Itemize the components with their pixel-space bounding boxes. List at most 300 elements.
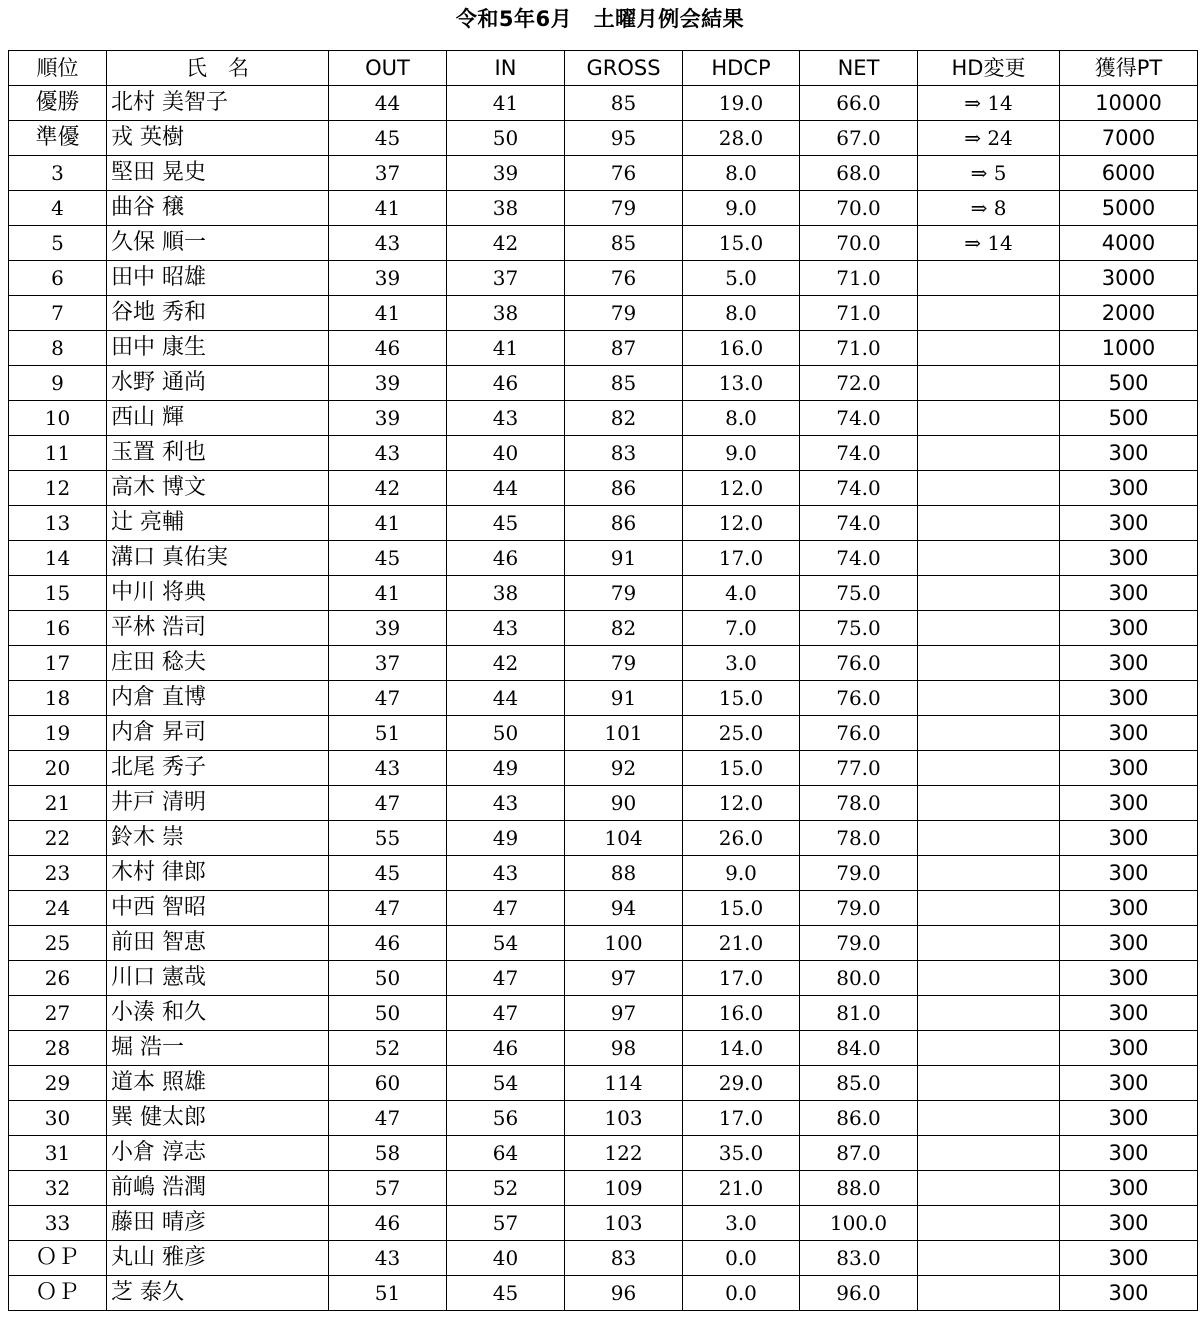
gross-cell: 114	[565, 1066, 683, 1101]
gross-cell: 85	[565, 86, 683, 121]
name-cell: 芝 泰久	[107, 1276, 329, 1311]
in-cell: 42	[447, 226, 565, 261]
in-cell: 52	[447, 1171, 565, 1206]
table-row	[9, 156, 1198, 191]
name-cell: 谷地 秀和	[107, 296, 329, 331]
points-cell: 300	[1060, 856, 1198, 891]
out-cell: 39	[329, 261, 447, 296]
gross-cell: 103	[565, 1206, 683, 1241]
in-cell: 46	[447, 1031, 565, 1066]
out-cell: 52	[329, 1031, 447, 1066]
points-cell: 300	[1060, 891, 1198, 926]
hdcp-cell: 16.0	[683, 996, 800, 1031]
out-cell: 57	[329, 1171, 447, 1206]
name-cell: 田中 昭雄	[107, 261, 329, 296]
net-cell: 81.0	[800, 996, 918, 1031]
out-cell: 45	[329, 121, 447, 156]
hd-change-cell	[918, 1241, 1060, 1276]
out-cell: 47	[329, 786, 447, 821]
out-cell: 41	[329, 576, 447, 611]
hdcp-cell: 21.0	[683, 1171, 800, 1206]
gross-cell: 88	[565, 856, 683, 891]
out-cell: 51	[329, 716, 447, 751]
net-cell: 78.0	[800, 786, 918, 821]
net-cell: 75.0	[800, 576, 918, 611]
in-cell: 44	[447, 681, 565, 716]
net-cell: 74.0	[800, 436, 918, 471]
in-cell: 45	[447, 506, 565, 541]
rank-cell: 31	[9, 1136, 107, 1171]
out-cell: 47	[329, 681, 447, 716]
in-cell: 47	[447, 891, 565, 926]
hdcp-cell: 9.0	[683, 856, 800, 891]
points-cell: 7000	[1060, 121, 1198, 156]
name-cell: 平林 浩司	[107, 611, 329, 646]
hdcp-cell: 28.0	[683, 121, 800, 156]
name-cell: 内倉 昇司	[107, 716, 329, 751]
points-cell: 3000	[1060, 261, 1198, 296]
table-row	[9, 226, 1198, 261]
points-cell: 300	[1060, 436, 1198, 471]
table-row	[9, 821, 1198, 856]
net-cell: 77.0	[800, 751, 918, 786]
points-cell: 300	[1060, 471, 1198, 506]
hd-change-cell	[918, 331, 1060, 366]
name-cell: 中川 将典	[107, 576, 329, 611]
hd-change-cell	[918, 681, 1060, 716]
points-cell: 300	[1060, 506, 1198, 541]
hdcp-header: HDCP	[683, 51, 800, 86]
rank-cell: 33	[9, 1206, 107, 1241]
hd-change-cell	[918, 786, 1060, 821]
table-row	[9, 1066, 1198, 1101]
points-cell: 300	[1060, 1171, 1198, 1206]
table-row	[9, 891, 1198, 926]
table-row	[9, 331, 1198, 366]
name-cell: 丸山 雅彦	[107, 1241, 329, 1276]
rank-cell: ＯＰ	[9, 1276, 107, 1311]
in-cell: 39	[447, 156, 565, 191]
table-row	[9, 856, 1198, 891]
gross-cell: 85	[565, 226, 683, 261]
points-cell: 10000	[1060, 86, 1198, 121]
table-row	[9, 961, 1198, 996]
hd-change-cell	[918, 471, 1060, 506]
net-cell: 86.0	[800, 1101, 918, 1136]
table-row	[9, 366, 1198, 401]
net-cell: 71.0	[800, 331, 918, 366]
hdcp-cell: 12.0	[683, 786, 800, 821]
out-cell: 46	[329, 1206, 447, 1241]
out-cell: 58	[329, 1136, 447, 1171]
rank-cell: 15	[9, 576, 107, 611]
out-cell: 41	[329, 506, 447, 541]
hdcp-cell: 19.0	[683, 86, 800, 121]
gross-cell: 79	[565, 646, 683, 681]
net-cell: 72.0	[800, 366, 918, 401]
out-cell: 55	[329, 821, 447, 856]
rank-cell: 29	[9, 1066, 107, 1101]
out-cell: 41	[329, 296, 447, 331]
in-header: IN	[447, 51, 565, 86]
hd-change-cell	[918, 576, 1060, 611]
in-cell: 41	[447, 86, 565, 121]
out-cell: 43	[329, 436, 447, 471]
rank-cell: 25	[9, 926, 107, 961]
hdcp-cell: 5.0	[683, 261, 800, 296]
table-header-row	[9, 51, 1198, 86]
hdcp-cell: 26.0	[683, 821, 800, 856]
hd-change-cell	[918, 506, 1060, 541]
net-cell: 76.0	[800, 681, 918, 716]
net-cell: 71.0	[800, 296, 918, 331]
hdcp-cell: 4.0	[683, 576, 800, 611]
hdcp-cell: 9.0	[683, 436, 800, 471]
points-cell: 300	[1060, 996, 1198, 1031]
in-cell: 38	[447, 296, 565, 331]
gross-header: GROSS	[565, 51, 683, 86]
points-cell: 1000	[1060, 331, 1198, 366]
out-cell: 46	[329, 331, 447, 366]
points-cell: 300	[1060, 611, 1198, 646]
gross-cell: 79	[565, 191, 683, 226]
rank-cell: 13	[9, 506, 107, 541]
name-cell: 戎 英樹	[107, 121, 329, 156]
name-cell: 辻 亮輔	[107, 506, 329, 541]
name-cell: 高木 博文	[107, 471, 329, 506]
in-cell: 43	[447, 611, 565, 646]
net-cell: 70.0	[800, 191, 918, 226]
name-cell: 内倉 直博	[107, 681, 329, 716]
hdcp-cell: 14.0	[683, 1031, 800, 1066]
gross-cell: 104	[565, 821, 683, 856]
hdcp-cell: 12.0	[683, 471, 800, 506]
in-cell: 54	[447, 926, 565, 961]
out-cell: 50	[329, 961, 447, 996]
net-cell: 66.0	[800, 86, 918, 121]
points-cell: 500	[1060, 401, 1198, 436]
table-row	[9, 261, 1198, 296]
rank-cell: 20	[9, 751, 107, 786]
rank-cell: 14	[9, 541, 107, 576]
hdcp-cell: 21.0	[683, 926, 800, 961]
table-row	[9, 681, 1198, 716]
hd-change-cell	[918, 1101, 1060, 1136]
points-cell: 300	[1060, 1066, 1198, 1101]
points-header: 獲得PT	[1060, 51, 1198, 86]
rank-cell: 11	[9, 436, 107, 471]
net-header: NET	[800, 51, 918, 86]
net-cell: 71.0	[800, 261, 918, 296]
table-row	[9, 121, 1198, 156]
hdcp-cell: 16.0	[683, 331, 800, 366]
points-cell: 500	[1060, 366, 1198, 401]
name-cell: 北尾 秀子	[107, 751, 329, 786]
hd-change-cell	[918, 541, 1060, 576]
hdcp-cell: 13.0	[683, 366, 800, 401]
in-cell: 50	[447, 121, 565, 156]
hd-change-cell	[918, 821, 1060, 856]
points-cell: 6000	[1060, 156, 1198, 191]
table-row	[9, 1206, 1198, 1241]
gross-cell: 95	[565, 121, 683, 156]
in-cell: 44	[447, 471, 565, 506]
in-cell: 50	[447, 716, 565, 751]
out-cell: 45	[329, 541, 447, 576]
rank-cell: 28	[9, 1031, 107, 1066]
net-cell: 79.0	[800, 856, 918, 891]
rank-cell: 32	[9, 1171, 107, 1206]
hd-change-cell	[918, 716, 1060, 751]
net-cell: 76.0	[800, 646, 918, 681]
in-cell: 46	[447, 541, 565, 576]
hdcp-cell: 15.0	[683, 681, 800, 716]
page-title: 令和5年6月 土曜月例会結果	[455, 7, 745, 31]
rank-cell: 10	[9, 401, 107, 436]
net-cell: 83.0	[800, 1241, 918, 1276]
rank-cell: 24	[9, 891, 107, 926]
table-row	[9, 506, 1198, 541]
gross-cell: 94	[565, 891, 683, 926]
net-cell: 76.0	[800, 716, 918, 751]
in-cell: 57	[447, 1206, 565, 1241]
gross-cell: 97	[565, 996, 683, 1031]
gross-cell: 76	[565, 261, 683, 296]
hd-change-cell	[918, 296, 1060, 331]
hd-change-cell: ⇒ 14	[918, 226, 1060, 261]
gross-cell: 109	[565, 1171, 683, 1206]
hd-change-cell	[918, 926, 1060, 961]
rank-cell: 6	[9, 261, 107, 296]
points-cell: 300	[1060, 1276, 1198, 1311]
name-cell: 田中 康生	[107, 331, 329, 366]
hdcp-cell: 15.0	[683, 891, 800, 926]
net-cell: 68.0	[800, 156, 918, 191]
rank-cell: 30	[9, 1101, 107, 1136]
hdcp-cell: 9.0	[683, 191, 800, 226]
net-cell: 74.0	[800, 541, 918, 576]
points-cell: 300	[1060, 961, 1198, 996]
rank-cell: 23	[9, 856, 107, 891]
table-row	[9, 541, 1198, 576]
in-cell: 42	[447, 646, 565, 681]
net-cell: 85.0	[800, 1066, 918, 1101]
out-cell: 43	[329, 751, 447, 786]
points-cell: 300	[1060, 681, 1198, 716]
gross-cell: 83	[565, 1241, 683, 1276]
out-cell: 44	[329, 86, 447, 121]
hdcp-cell: 29.0	[683, 1066, 800, 1101]
hd-change-cell	[918, 751, 1060, 786]
name-cell: 前田 智恵	[107, 926, 329, 961]
hd-change-cell	[918, 1136, 1060, 1171]
gross-cell: 86	[565, 471, 683, 506]
rank-cell: 22	[9, 821, 107, 856]
table-row	[9, 1171, 1198, 1206]
table-row	[9, 86, 1198, 121]
name-header: 氏 名	[107, 51, 329, 86]
in-cell: 38	[447, 576, 565, 611]
gross-cell: 79	[565, 576, 683, 611]
name-cell: 小倉 淳志	[107, 1136, 329, 1171]
out-cell: 51	[329, 1276, 447, 1311]
rank-cell: 18	[9, 681, 107, 716]
hd-change-cell	[918, 611, 1060, 646]
table-row	[9, 436, 1198, 471]
in-cell: 49	[447, 821, 565, 856]
table-row	[9, 471, 1198, 506]
hd-change-cell	[918, 1276, 1060, 1311]
net-cell: 74.0	[800, 401, 918, 436]
rank-cell: 優勝	[9, 86, 107, 121]
table-row	[9, 786, 1198, 821]
rank-cell: 26	[9, 961, 107, 996]
table-row	[9, 751, 1198, 786]
points-cell: 4000	[1060, 226, 1198, 261]
name-cell: 前嶋 浩潤	[107, 1171, 329, 1206]
in-cell: 43	[447, 786, 565, 821]
hdcp-cell: 15.0	[683, 751, 800, 786]
table-row	[9, 576, 1198, 611]
name-cell: 巽 健太郎	[107, 1101, 329, 1136]
table-row	[9, 1031, 1198, 1066]
hd-change-cell	[918, 891, 1060, 926]
gross-cell: 96	[565, 1276, 683, 1311]
gross-cell: 122	[565, 1136, 683, 1171]
in-cell: 37	[447, 261, 565, 296]
name-cell: 木村 律郎	[107, 856, 329, 891]
rank-cell: 19	[9, 716, 107, 751]
net-cell: 80.0	[800, 961, 918, 996]
net-cell: 70.0	[800, 226, 918, 261]
name-cell: 井戸 清明	[107, 786, 329, 821]
rank-cell: 5	[9, 226, 107, 261]
hd-change-cell	[918, 1031, 1060, 1066]
gross-cell: 98	[565, 1031, 683, 1066]
net-cell: 84.0	[800, 1031, 918, 1066]
net-cell: 78.0	[800, 821, 918, 856]
points-cell: 300	[1060, 576, 1198, 611]
gross-cell: 103	[565, 1101, 683, 1136]
net-cell: 79.0	[800, 926, 918, 961]
hd-change-header: HD変更	[918, 51, 1060, 86]
hd-change-cell	[918, 401, 1060, 436]
table-row	[9, 1101, 1198, 1136]
name-cell: 久保 順一	[107, 226, 329, 261]
gross-cell: 97	[565, 961, 683, 996]
name-cell: 中西 智昭	[107, 891, 329, 926]
hdcp-cell: 17.0	[683, 1101, 800, 1136]
hd-change-cell	[918, 996, 1060, 1031]
net-cell: 79.0	[800, 891, 918, 926]
in-cell: 64	[447, 1136, 565, 1171]
net-cell: 87.0	[800, 1136, 918, 1171]
out-cell: 60	[329, 1066, 447, 1101]
out-cell: 46	[329, 926, 447, 961]
rank-cell: 17	[9, 646, 107, 681]
table-row	[9, 191, 1198, 226]
table-row	[9, 401, 1198, 436]
name-cell: 庄田 稔夫	[107, 646, 329, 681]
name-cell: 川口 憲哉	[107, 961, 329, 996]
in-cell: 43	[447, 856, 565, 891]
in-cell: 45	[447, 1276, 565, 1311]
table-row	[9, 996, 1198, 1031]
out-cell: 42	[329, 471, 447, 506]
table-row	[9, 926, 1198, 961]
gross-cell: 82	[565, 611, 683, 646]
gross-cell: 86	[565, 506, 683, 541]
in-cell: 54	[447, 1066, 565, 1101]
rank-cell: 7	[9, 296, 107, 331]
points-cell: 300	[1060, 716, 1198, 751]
points-cell: 5000	[1060, 191, 1198, 226]
net-cell: 74.0	[800, 506, 918, 541]
out-cell: 45	[329, 856, 447, 891]
in-cell: 47	[447, 996, 565, 1031]
points-cell: 300	[1060, 1241, 1198, 1276]
hdcp-cell: 3.0	[683, 646, 800, 681]
hd-change-cell	[918, 366, 1060, 401]
hdcp-cell: 0.0	[683, 1276, 800, 1311]
net-cell: 96.0	[800, 1276, 918, 1311]
gross-cell: 91	[565, 541, 683, 576]
points-cell: 300	[1060, 1206, 1198, 1241]
out-cell: 39	[329, 366, 447, 401]
rank-cell: ＯＰ	[9, 1241, 107, 1276]
out-cell: 37	[329, 156, 447, 191]
gross-cell: 79	[565, 296, 683, 331]
points-cell: 300	[1060, 751, 1198, 786]
hdcp-cell: 8.0	[683, 296, 800, 331]
rank-cell: 4	[9, 191, 107, 226]
name-cell: 水野 通尚	[107, 366, 329, 401]
hd-change-cell: ⇒ 24	[918, 121, 1060, 156]
in-cell: 40	[447, 1241, 565, 1276]
hdcp-cell: 17.0	[683, 961, 800, 996]
in-cell: 43	[447, 401, 565, 436]
gross-cell: 87	[565, 331, 683, 366]
gross-cell: 91	[565, 681, 683, 716]
name-cell: 溝口 真佑実	[107, 541, 329, 576]
hdcp-cell: 35.0	[683, 1136, 800, 1171]
out-cell: 47	[329, 1101, 447, 1136]
hd-change-cell	[918, 1066, 1060, 1101]
in-cell: 56	[447, 1101, 565, 1136]
hd-change-cell	[918, 436, 1060, 471]
out-cell: 47	[329, 891, 447, 926]
hdcp-cell: 12.0	[683, 506, 800, 541]
points-cell: 300	[1060, 1136, 1198, 1171]
gross-cell: 101	[565, 716, 683, 751]
table-row	[9, 296, 1198, 331]
table-row	[9, 646, 1198, 681]
name-cell: 西山 輝	[107, 401, 329, 436]
name-cell: 堀 浩一	[107, 1031, 329, 1066]
rank-cell: 3	[9, 156, 107, 191]
points-cell: 300	[1060, 821, 1198, 856]
out-header: OUT	[329, 51, 447, 86]
hd-change-cell: ⇒ 8	[918, 191, 1060, 226]
in-cell: 46	[447, 366, 565, 401]
rank-cell: 準優	[9, 121, 107, 156]
table-row	[9, 716, 1198, 751]
name-cell: 鈴木 崇	[107, 821, 329, 856]
hd-change-cell	[918, 856, 1060, 891]
hdcp-cell: 8.0	[683, 401, 800, 436]
in-cell: 38	[447, 191, 565, 226]
points-cell: 300	[1060, 926, 1198, 961]
